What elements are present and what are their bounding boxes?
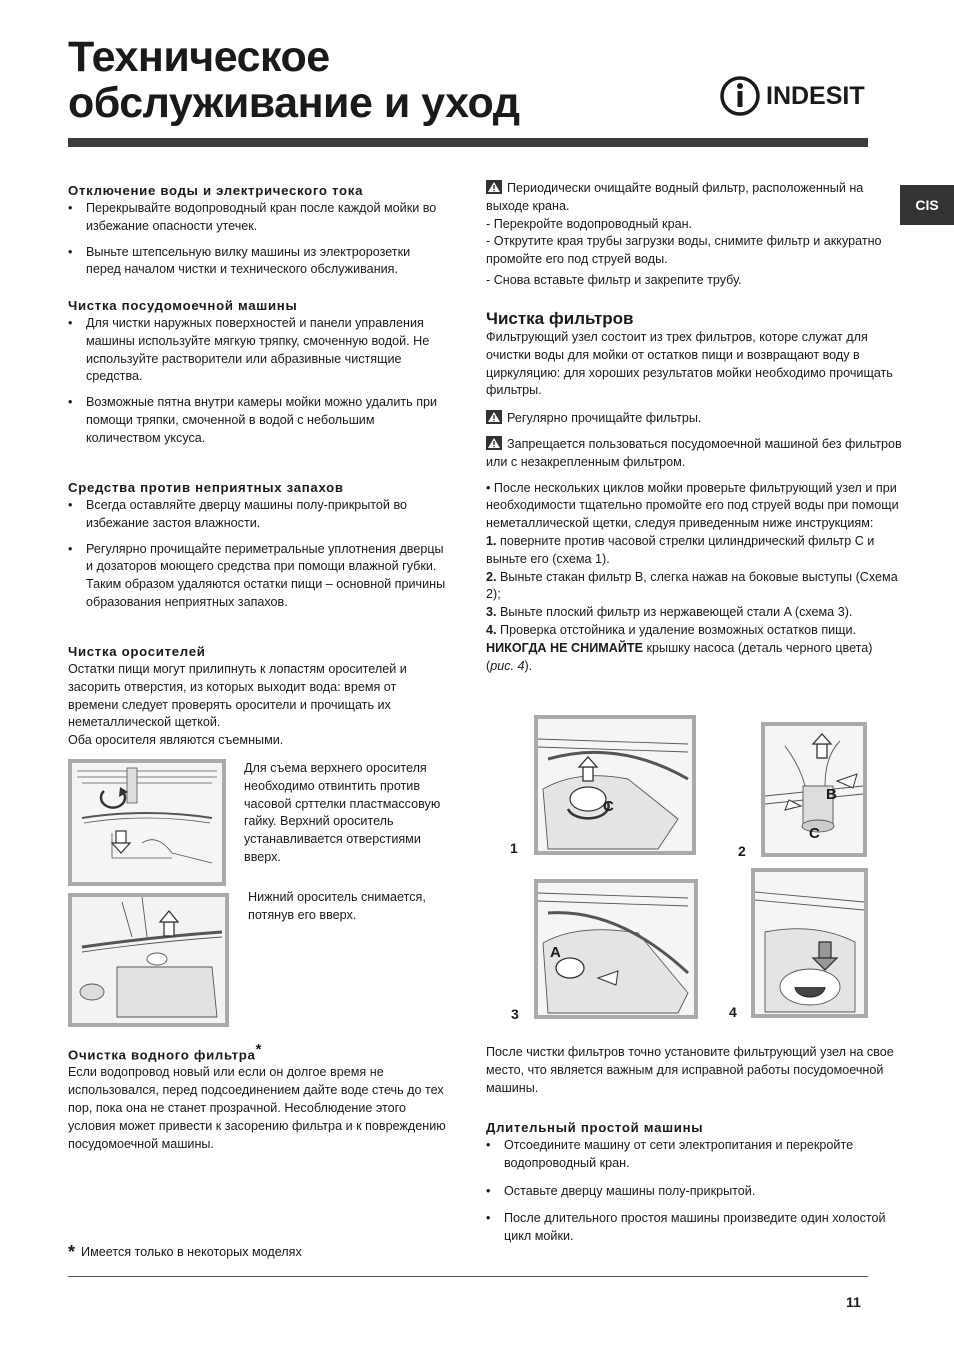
figure-4-sump xyxy=(751,868,868,1018)
warning-icon xyxy=(486,436,502,450)
title-line-1: Техническое xyxy=(68,33,330,81)
filter-step-1: 1. поверните против часовой стрелки цилиндрический фильтр C и выньте его (схема 1). xyxy=(486,533,875,566)
lower-spray-arm-caption: Нижний ороситель снимается, потянув его вверх. xyxy=(248,890,426,922)
filter-never-remove: НИКОГДА НЕ СНИМАЙТЕ крышку насоса (деталь черного цвета) (рис. 4). xyxy=(486,640,873,673)
figure-1-cylindrical-filter xyxy=(534,715,696,855)
figure-4-number: 4 xyxy=(729,1004,737,1020)
heading-filters: Чистка фильтров xyxy=(486,309,634,328)
footnote-text: Имеется только в некоторых моделях xyxy=(81,1245,302,1259)
indesit-logo xyxy=(718,74,878,118)
after-cleaning-text: После чистки фильтров точно установите фильтрующий узел на свое место, что является важным для исправной работы посудомоечной машины. xyxy=(486,1045,894,1095)
figure-2-label-c: C xyxy=(809,825,820,842)
section-water-filter xyxy=(68,1041,448,1153)
header-rule xyxy=(68,138,868,147)
heading-spray-arms: Чистка оросителей xyxy=(68,644,206,659)
filter-step-3: 3. Выньте плоский фильтр из нержавеющей стали A (схема 3). xyxy=(486,605,853,620)
list-item: • Регулярно прочищайте периметральные уплотнения дверцы и дозаторов моющего средства при помощи влажной губки. Таким образом удаляются остатки пищи – основной причины образования неприятных запахов. xyxy=(68,541,448,612)
upper-spray-arm-figure xyxy=(68,759,226,886)
section-spray-arms xyxy=(68,643,440,750)
logo-mark-icon xyxy=(718,74,762,118)
water-filter-text: Если водопровод новый или если он долгое время не использовался, перед подсоединением дайте воде стечь до тех пор, пока она не станет прозрачной. Несоблюдение этого условия может привести к засорению фильтра и к повреждению посудомоечной машины. xyxy=(68,1065,446,1151)
filter-step-2: 2. Выньте стакан фильтр B, слегка нажав на боковые выступы (Схема 2); xyxy=(486,569,898,602)
footnote xyxy=(68,1244,302,1260)
list-item: • Всегда оставляйте дверцу машины полу-прикрытой во избежание застоя влажности. xyxy=(68,497,448,533)
page-title xyxy=(68,34,520,126)
lower-spray-arm-figure xyxy=(68,893,229,1027)
list-item: • Выньте штепсельную вилку машины из электророзетки перед началом чистки и технического обслуживания. xyxy=(68,244,448,280)
filter-step-4: 4. Проверка отстойника и удаление возможных остатков пищи. xyxy=(486,622,857,637)
list-item: • После длительного простоя машины произведите один холостой цикл мойки. xyxy=(486,1210,906,1246)
filters-warning-regular: Регулярно прочищайте фильтры. xyxy=(486,410,906,428)
heading-water-power: Отключение воды и электрического тока xyxy=(68,183,364,198)
figure-3-number: 3 xyxy=(511,1006,519,1022)
footnote-star: * xyxy=(68,1242,76,1262)
list-item: • Возможные пятна внутри камеры мойки можно удалить при помощи тряпки, смоченной в водой с небольшим количеством уксуса. xyxy=(68,394,448,447)
warning-icon xyxy=(486,410,502,424)
language-tab: CIS xyxy=(900,185,954,225)
figure-3-label-a: A xyxy=(550,944,561,961)
footnote-marker: * xyxy=(255,1041,263,1058)
section-water-power xyxy=(68,182,448,279)
warning-icon xyxy=(486,180,502,194)
upper-spray-arm-caption: Для съема верхнего оросителя необходимо отвинтить против часовой срттелки пластмассовую гайку. Верхний ороситель устанавливается отверстиями вверх. xyxy=(244,761,441,864)
section-cleaning xyxy=(68,297,448,448)
heading-odors: Средства против неприятных запахов xyxy=(68,480,344,495)
spray-arms-text: Остатки пищи могут прилипнуть к лопастям оросителей и засорить отверстия, из которых выходит вода: время от времени следует проверять оросители и прочищать их неметаллической щеткой. xyxy=(68,662,407,730)
title-line-2: обслуживание и уход xyxy=(68,79,520,127)
brand-name: INDESIT xyxy=(766,82,865,110)
figure-2-label-b: B xyxy=(826,786,837,803)
heading-cleaning: Чистка посудомоечной машины xyxy=(68,298,298,313)
heading-water-filter: Очистка водного фильтра* xyxy=(68,1041,263,1063)
inlet-step: - Снова вставьте фильтр и закрепите трубу. xyxy=(486,272,742,287)
filters-intro: Фильтрующий узел состоит из трех фильтров, которе служат для очистки воды для мойки от остатков пищи и возвращают воду в циркуляцию: для хороших результатов мойки необходимо прочищать фильтры. xyxy=(486,330,893,398)
figure-1-number: 1 xyxy=(510,840,518,856)
list-item: • Оставьте дверцу машины полу-прикрытой. xyxy=(486,1183,906,1201)
figure-2-number: 2 xyxy=(738,843,746,859)
heading-idle: Длительный простой машины xyxy=(486,1120,704,1135)
inlet-step: - Перекройте водопроводный кран. xyxy=(486,216,693,231)
list-item: • Перекрывайте водопроводный кран после каждой мойки во избежание опасности утечек. xyxy=(68,200,448,236)
section-filters xyxy=(486,309,906,675)
list-item: • Отсоедините машину от сети электропитания и перекройте водопроводный кран. xyxy=(486,1137,906,1173)
filters-warning-forbidden: Запрещается пользоваться посудомоечной машиной без фильтров или с незакрепленным фильтром. xyxy=(486,436,902,469)
inlet-step: - Открутите края трубы загрузки воды, снимите фильтр и аккуратно промойте его под струей воды. xyxy=(486,234,882,267)
inlet-filter-warning: Периодически очищайте водный фильтр, расположенный на выходе крана. xyxy=(486,181,864,213)
list-item: • Для чистки наружных поверхностей и панели управления машины используйте мягкую тряпку, смоченную водой. Не используйте растворители или абразивные чистящие средства. xyxy=(68,315,448,386)
footer-rule xyxy=(68,1276,868,1277)
filters-instructions: • После нескольких циклов мойки проверьте фильтрующий узел и при необходимости тщательно промойте его под струей воды при помощи неметаллической щетки, следуя приведенным ниже инструкциям: xyxy=(486,480,899,531)
section-idle xyxy=(486,1119,906,1246)
section-inlet-filter xyxy=(486,180,901,290)
page-number: 11 xyxy=(846,1294,861,1310)
figure-1-label-c: C xyxy=(603,798,614,815)
spray-arms-removable: Оба оросителя являются съемными. xyxy=(68,733,284,748)
section-odors xyxy=(68,479,448,612)
